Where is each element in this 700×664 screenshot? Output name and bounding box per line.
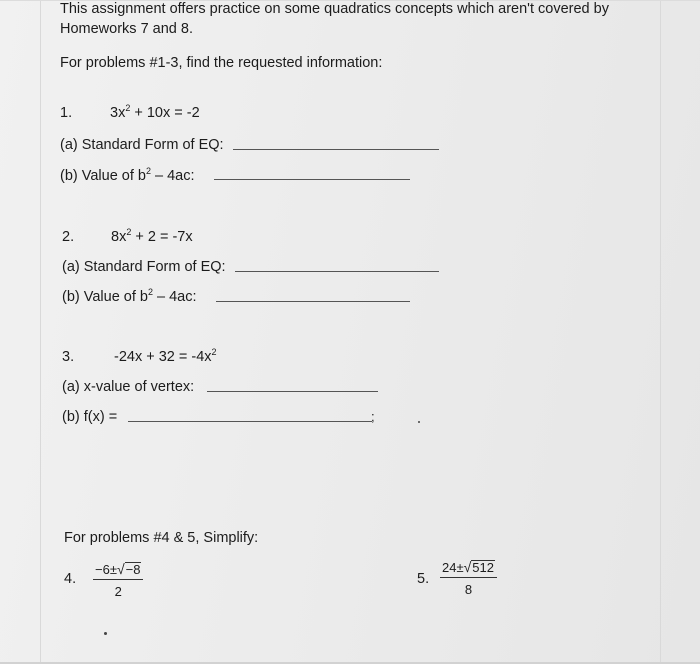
problem-4-number: 4. <box>64 571 77 587</box>
problem-4-radical: √ −8 <box>116 561 141 577</box>
problem-2-equation: $8x^2 + 2 = -7x$ <box>111 227 193 245</box>
problem-2b-label: (b) Value of $b^2 - 4ac$: <box>62 287 197 305</box>
problem-3b-label: (b) f(x) = <box>62 409 118 425</box>
problem-2a-label: (a) Standard Form of EQ: <box>62 259 226 275</box>
pen-dot-mark <box>104 632 107 635</box>
problem-4-fraction <box>93 562 143 599</box>
page-border-right <box>660 0 661 664</box>
problem-3a-label: (a) x-value of vertex: <box>62 379 195 395</box>
problem-3-number: 3. <box>62 349 75 365</box>
problem-4-numerator: −6± √ −8 <box>93 562 143 580</box>
problem-1b-label: (b) Value of $b^2 - 4ac$: <box>60 166 195 184</box>
instructions-4-5: For problems #4 & 5, Simplify: <box>64 530 259 546</box>
instructions-1-3: For problems #1-3, find the requested information: <box>60 55 383 71</box>
problem-4-denominator: 2 <box>114 584 122 599</box>
problem-1a-answer-line[interactable] <box>233 149 439 150</box>
problem-5-radical: √ 512 <box>463 559 494 575</box>
problem-5-number: 5. <box>417 571 430 587</box>
page-border-left <box>40 0 41 664</box>
problem-5-numerator: 24± √ 512 <box>440 560 497 578</box>
problem-1-equation: $3x^2 + 10x = -2$ <box>110 103 200 121</box>
problem-3-equation: $-24x + 32 = -4x^2$ <box>114 347 217 365</box>
radical-sign-icon: √ <box>116 561 125 577</box>
radical-sign-icon: √ <box>463 559 472 575</box>
problem-3b-answer-line[interactable] <box>128 421 372 422</box>
problem-5-fraction <box>440 560 497 597</box>
problem-2a-answer-line[interactable] <box>235 271 439 272</box>
problem-1-number: 1. <box>60 105 73 121</box>
problem-1b-answer-line[interactable] <box>214 179 410 180</box>
problem-2b-answer-line[interactable] <box>216 301 410 302</box>
problem-1a-label: (a) Standard Form of EQ: <box>60 137 224 153</box>
problem-2-number: 2. <box>62 229 75 245</box>
stray-mark <box>418 421 420 423</box>
problem-3a-answer-line[interactable] <box>207 391 378 392</box>
intro-line-2: Homeworks 7 and 8. <box>60 21 193 37</box>
problem-3b-semicolon: ; <box>371 409 375 424</box>
problem-5-denominator: 8 <box>464 582 473 597</box>
intro-line-1: This assignment offers practice on some quadratics concepts which aren't covered by <box>60 1 609 17</box>
